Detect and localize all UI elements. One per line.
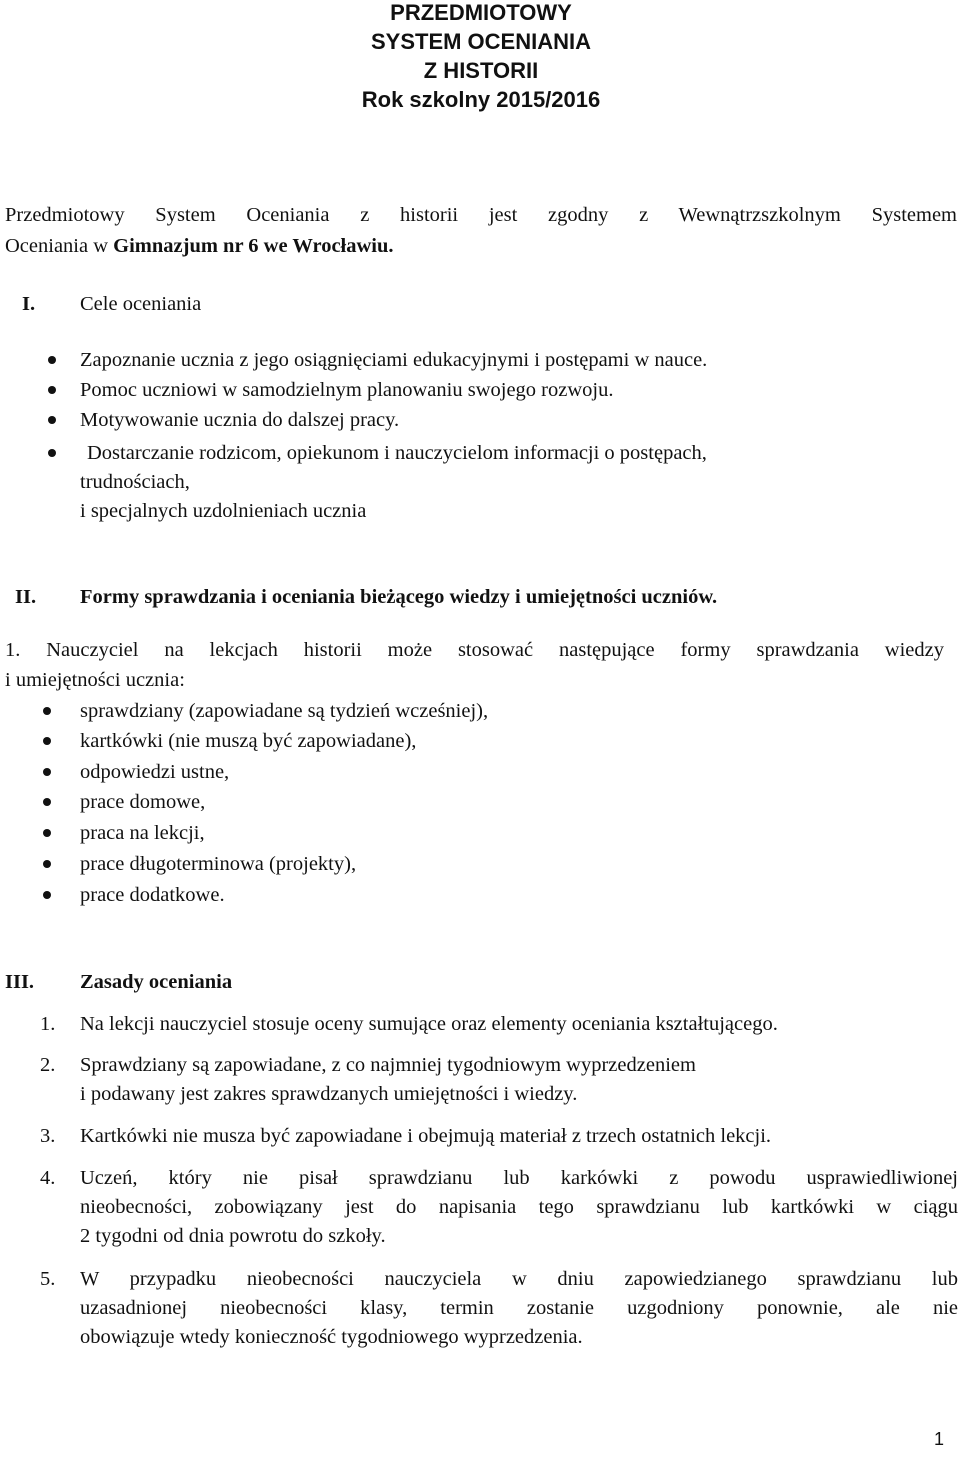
page-number: 1 (934, 1429, 945, 1449)
form-item: prace długoterminowa (projekty), (80, 853, 357, 875)
section-3-heading: Zasady oceniania (80, 971, 233, 993)
bullet-icon (48, 356, 56, 364)
intro-line-2 (5, 231, 394, 261)
bullet-icon (48, 386, 56, 394)
goal-item: Pomoc uczniowi w samodzielnym planowaniu swojego rozwoju. (80, 379, 614, 401)
rule-number: 2. (40, 1054, 56, 1076)
bullet-icon (43, 891, 51, 899)
form-item: odpowiedzi ustne, (80, 761, 230, 783)
bullet-icon (48, 416, 56, 424)
intro-line-1: Przedmiotowy System Oceniania z historii jest zgodny z Wewnątrzszkolnym Systemem (5, 204, 957, 226)
rule-item: Kartkówki nie musza być zapowiadane i obejmują materiał z trzech ostatnich lekcji. (80, 1125, 772, 1147)
bullet-icon (43, 829, 51, 837)
section-1-numeral: I. (22, 293, 36, 315)
form-item: kartkówki (nie muszą być zapowiadane), (80, 730, 417, 752)
title-line-3: Z HISTORII (423, 58, 539, 83)
school-name: Gimnazjum nr 6 we Wrocławiu. (113, 235, 394, 257)
section-1-heading: Cele oceniania (80, 293, 202, 315)
rule-item-line-1: Sprawdziany są zapowiadane, z co najmniej tygodniowym wyprzedzeniem (80, 1054, 696, 1076)
title-line-4: Rok szkolny 2015/2016 (361, 87, 601, 112)
form-item: prace domowe, (80, 791, 206, 813)
rule-item-line-2: uzasadnionej nieobecności klasy, termin zostanie uzgodniony ponownie, ale nie (80, 1297, 958, 1319)
section-2-heading: Formy sprawdzania i oceniania bieżącego wiedzy i umiejętności uczniów. (80, 586, 718, 608)
rule-item-line-3: 2 tygodni od dnia powrotu do szkoły. (80, 1225, 386, 1247)
bullet-icon (43, 860, 51, 868)
title-line-1: PRZEDMIOTOWY (390, 0, 572, 25)
goal-item-line-3: i specjalnych uzdolnieniach ucznia (80, 500, 367, 522)
bullet-icon (48, 449, 56, 457)
section-2-numeral: II. (15, 586, 37, 608)
rule-item-line-1: Uczeń, który nie pisał sprawdzianu lub karkówki z powodu usprawiedliwionej (80, 1167, 958, 1189)
title-line-2: SYSTEM OCENIANIA (370, 29, 592, 54)
rule-item-line-2: nieobecności, zobowiązany jest do napisania tego sprawdzianu lub kartkówki w ciągu (80, 1196, 958, 1218)
rule-item-line-3: obowiązuje wtedy konieczność tygodniowego wyprzedzenia. (80, 1326, 583, 1348)
bullet-icon (43, 737, 51, 745)
goal-item-line-2: trudnościach, (80, 471, 190, 493)
rule-number: 3. (40, 1125, 56, 1147)
section-2-paragraph-line-1: 1. Nauczyciel na lekcjach historii może stosować następujące formy sprawdzania wiedzy (5, 639, 944, 661)
section-2-paragraph-line-2: i umiejętności ucznia: (5, 669, 185, 691)
goal-item-line-1: Dostarczanie rodzicom, opiekunom i nauczycielom informacji o postępach, (87, 442, 707, 464)
rule-item: Na lekcji nauczyciel stosuje oceny sumujące oraz elementy oceniania kształtującego. (80, 1013, 778, 1035)
form-item: praca na lekcji, (80, 822, 205, 844)
rule-number: 5. (40, 1268, 56, 1290)
rule-item-line-1: W przypadku nieobecności nauczyciela w dniu zapowiedzianego sprawdzianu lub (80, 1268, 958, 1290)
bullet-icon (43, 768, 51, 776)
rule-item-line-2: i podawany jest zakres sprawdzanych umiejętności i wiedzy. (80, 1083, 578, 1105)
rule-number: 4. (40, 1167, 56, 1189)
form-item: prace dodatkowe. (80, 884, 225, 906)
section-3-numeral: III. (5, 971, 35, 993)
bullet-icon (43, 707, 51, 715)
form-item: sprawdziany (zapowiadane są tydzień wcześniej), (80, 700, 489, 722)
bullet-icon (43, 798, 51, 806)
goal-item: Motywowanie ucznia do dalszej pracy. (80, 409, 400, 431)
goal-item: Zapoznanie ucznia z jego osiągnięciami edukacyjnymi i postępami w nauce. (80, 349, 708, 371)
intro-plain-text: Oceniania w (5, 235, 114, 257)
rule-number: 1. (40, 1013, 56, 1035)
